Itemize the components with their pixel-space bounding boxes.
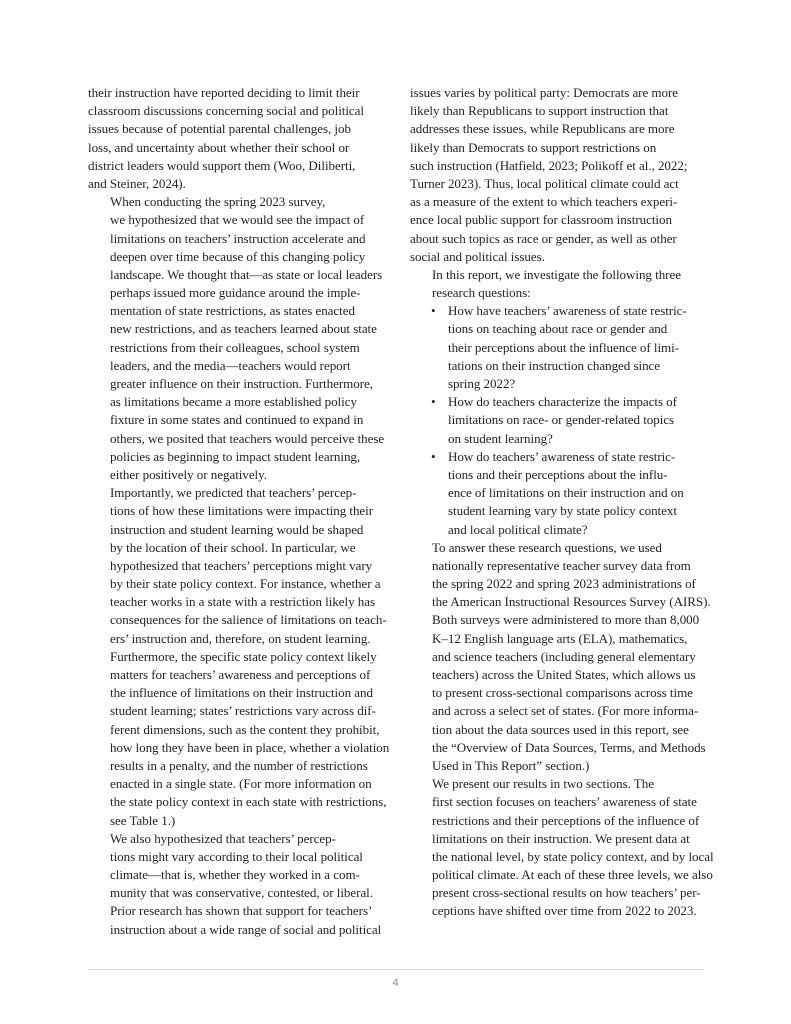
bullet-icon: • — [431, 303, 436, 319]
right-column — [410, 84, 714, 921]
text-line: restrictions from their colleagues, school system — [110, 339, 360, 355]
paragraph-2 — [88, 193, 384, 484]
text-line: restrictions and their perceptions of the influence of — [432, 812, 700, 828]
text-line: Importantly, we predicted that teachers’ percep- — [110, 485, 357, 501]
list-item-text — [448, 393, 706, 448]
list-item — [410, 302, 706, 393]
text-line: about such topics as race or gender, as well as other — [410, 230, 677, 246]
research-questions-list — [410, 302, 706, 538]
text-line: loss, and uncertainty about whether their school or — [88, 139, 350, 155]
text-line: policies as beginning to impact student learning, — [110, 448, 361, 464]
text-line: Used in This Report” section.) — [432, 757, 590, 773]
bullet-icon: • — [431, 394, 436, 410]
text-line: and local political climate? — [448, 521, 588, 537]
paragraph-1 — [88, 84, 384, 193]
text-line: How do teachers’ awareness of state restric- — [448, 448, 676, 464]
text-line: student learning vary by state policy context — [448, 503, 677, 519]
paragraph-6 — [410, 266, 706, 302]
text-line: we hypothesized that we would see the impact of — [110, 212, 365, 228]
paragraph-3 — [88, 484, 390, 830]
text-line: their perceptions about the influence of limi- — [448, 339, 680, 355]
text-line: We also hypothesized that teachers’ percep- — [110, 830, 336, 846]
text-line: ers’ instruction and, therefore, on student learning. — [110, 630, 371, 646]
text-line: issues varies by political party: Democrats are more — [410, 85, 679, 100]
text-line: how long they have been in place, whether a violation — [110, 739, 390, 755]
text-line: as limitations became a more established policy — [110, 394, 357, 410]
text-line: ence of limitations on their instruction and on — [448, 485, 684, 501]
text-line: ferent dimensions, such as the content they prohibit, — [110, 721, 380, 737]
text-line: climate—that is, whether they worked in a com- — [110, 867, 360, 883]
text-line: and Steiner, 2024). — [88, 175, 186, 191]
text-line: enacted in a single state. (For more information on — [110, 776, 372, 792]
text-line: spring 2022? — [448, 376, 516, 391]
text-line: When conducting the spring 2023 survey, — [110, 194, 326, 210]
text-line: tions of how these limitations were impacting their — [110, 503, 374, 519]
text-line: political climate. At each of these three levels, we also — [432, 867, 713, 883]
text-line: Both surveys were administered to more than 8,000 — [432, 612, 700, 628]
text-line: research questions: — [432, 285, 531, 301]
text-line: and science teachers (including general elementary — [432, 648, 696, 664]
text-line: the national level, by state policy context, and by local — [432, 848, 714, 864]
text-line: district leaders would support them (Woo, Diliberti, — [88, 157, 356, 173]
text-line: the influence of limitations on their instruction and — [110, 685, 373, 701]
text-line: results in a penalty, and the number of restrictions — [110, 757, 368, 773]
text-line: tions might vary according to their local political — [110, 848, 363, 864]
text-line: the American Instructional Resources Survey (AIRS). — [432, 594, 711, 610]
text-line: ceptions have shifted over time from 2022 to 2023. — [432, 903, 697, 919]
text-line: first section focuses on teachers’ awareness of state — [432, 794, 697, 810]
page-number: 4 — [392, 977, 399, 989]
footer-divider — [88, 969, 704, 970]
text-line: How do teachers characterize the impacts of — [448, 394, 677, 410]
text-line: on student learning? — [448, 430, 553, 446]
text-line: limitations on their instruction. We present data at — [432, 830, 690, 846]
text-line: teacher works in a state with a restriction likely has — [110, 594, 376, 610]
text-line: tations on their instruction changed since — [448, 357, 661, 373]
text-line: by their state policy context. For instance, whether a — [110, 576, 381, 592]
left-column — [88, 84, 390, 939]
text-line: their instruction have reported deciding to limit their — [88, 85, 360, 100]
text-line: the state policy context in each state with restrictions, — [110, 794, 387, 810]
text-line: limitations on race- or gender-related topics — [448, 412, 675, 428]
text-line: In this report, we investigate the following three — [432, 266, 681, 282]
text-line: present cross-sectional results on how teachers’ per- — [432, 885, 701, 901]
text-line: perhaps issued more guidance around the imple- — [110, 285, 361, 301]
text-line: How have teachers’ awareness of state restric- — [448, 303, 687, 319]
text-line: munity that was conservative, contested, or liberal. — [110, 885, 373, 901]
paragraph-8 — [410, 775, 714, 921]
text-line: Prior research has shown that support for teachers’ — [110, 903, 373, 919]
paragraph-4 — [88, 830, 384, 939]
text-line: Turner 2023). Thus, local political climate could act — [410, 175, 679, 191]
paragraph-7 — [410, 539, 711, 775]
text-line: such instruction (Hatfield, 2023; Polikoff et al., 2022; — [410, 157, 688, 173]
text-line: others, we posited that teachers would perceive these — [110, 430, 385, 446]
text-line: the “Overview of Data Sources, Terms, and Methods — [432, 739, 706, 755]
text-line: greater influence on their instruction. Furthermore, — [110, 376, 373, 391]
text-line: tions on teaching about race or gender and — [448, 321, 668, 337]
text-line: consequences for the salience of limitations on teach- — [110, 612, 387, 628]
list-item — [410, 448, 706, 539]
text-line: To answer these research questions, we used — [432, 539, 662, 555]
text-line: classroom discussions concerning social and political — [88, 103, 364, 119]
list-item — [410, 393, 706, 448]
text-line: likely than Republicans to support instruction that — [410, 103, 669, 119]
text-line: instruction and student learning would be shaped — [110, 521, 364, 537]
bullet-icon: • — [431, 448, 436, 464]
text-line: social and political issues. — [410, 248, 545, 264]
list-item-text — [448, 448, 706, 539]
text-line: deepen over time because of this changing policy — [110, 248, 366, 264]
text-line: Furthermore, the specific state policy context likely — [110, 648, 377, 664]
text-line: We present our results in two sections. The — [432, 776, 654, 792]
text-line: tion about the data sources used in this report, see — [432, 721, 689, 737]
text-line: student learning; states’ restrictions vary across dif- — [110, 703, 376, 719]
text-line: addresses these issues, while Republicans are more — [410, 121, 675, 137]
text-line: tions and their perceptions about the influ- — [448, 466, 668, 482]
text-line: K–12 English language arts (ELA), mathematics, — [432, 630, 688, 646]
text-line: the spring 2022 and spring 2023 administrations of — [432, 576, 696, 592]
text-line: limitations on teachers’ instruction accelerate and — [110, 230, 366, 246]
text-line: landscape. We thought that—as state or local leaders — [110, 266, 383, 282]
text-line: to present cross-sectional comparisons across time — [432, 685, 693, 701]
text-line: teachers) across the United States, which allows us — [432, 667, 696, 682]
text-line: mentation of state restrictions, as states enacted — [110, 303, 355, 319]
text-line: ence local public support for classroom instruction — [410, 212, 672, 228]
text-line: as a measure of the extent to which teachers experi- — [410, 194, 678, 210]
text-line: by the location of their school. In particular, we — [110, 539, 356, 555]
text-line: matters for teachers’ awareness and perceptions of — [110, 667, 371, 682]
text-line: likely than Democrats to support restrictions on — [410, 139, 657, 155]
text-line: nationally representative teacher survey data from — [432, 557, 691, 573]
text-line: fixture in some states and continued to expand in — [110, 412, 364, 428]
text-line: new restrictions, and as teachers learned about state — [110, 321, 377, 337]
paragraph-5 — [410, 84, 706, 266]
text-line: hypothesized that teachers’ perceptions might vary — [110, 557, 373, 573]
text-line: either positively or negatively. — [110, 466, 267, 482]
text-line: issues because of potential parental challenges, job — [88, 121, 351, 137]
text-line: and across a select set of states. (For more informa- — [432, 703, 699, 719]
text-line: see Table 1.) — [110, 812, 176, 828]
text-line: leaders, and the media—teachers would report — [110, 357, 351, 373]
list-item-text — [448, 302, 706, 393]
text-line: instruction about a wide range of social and political — [110, 921, 382, 937]
